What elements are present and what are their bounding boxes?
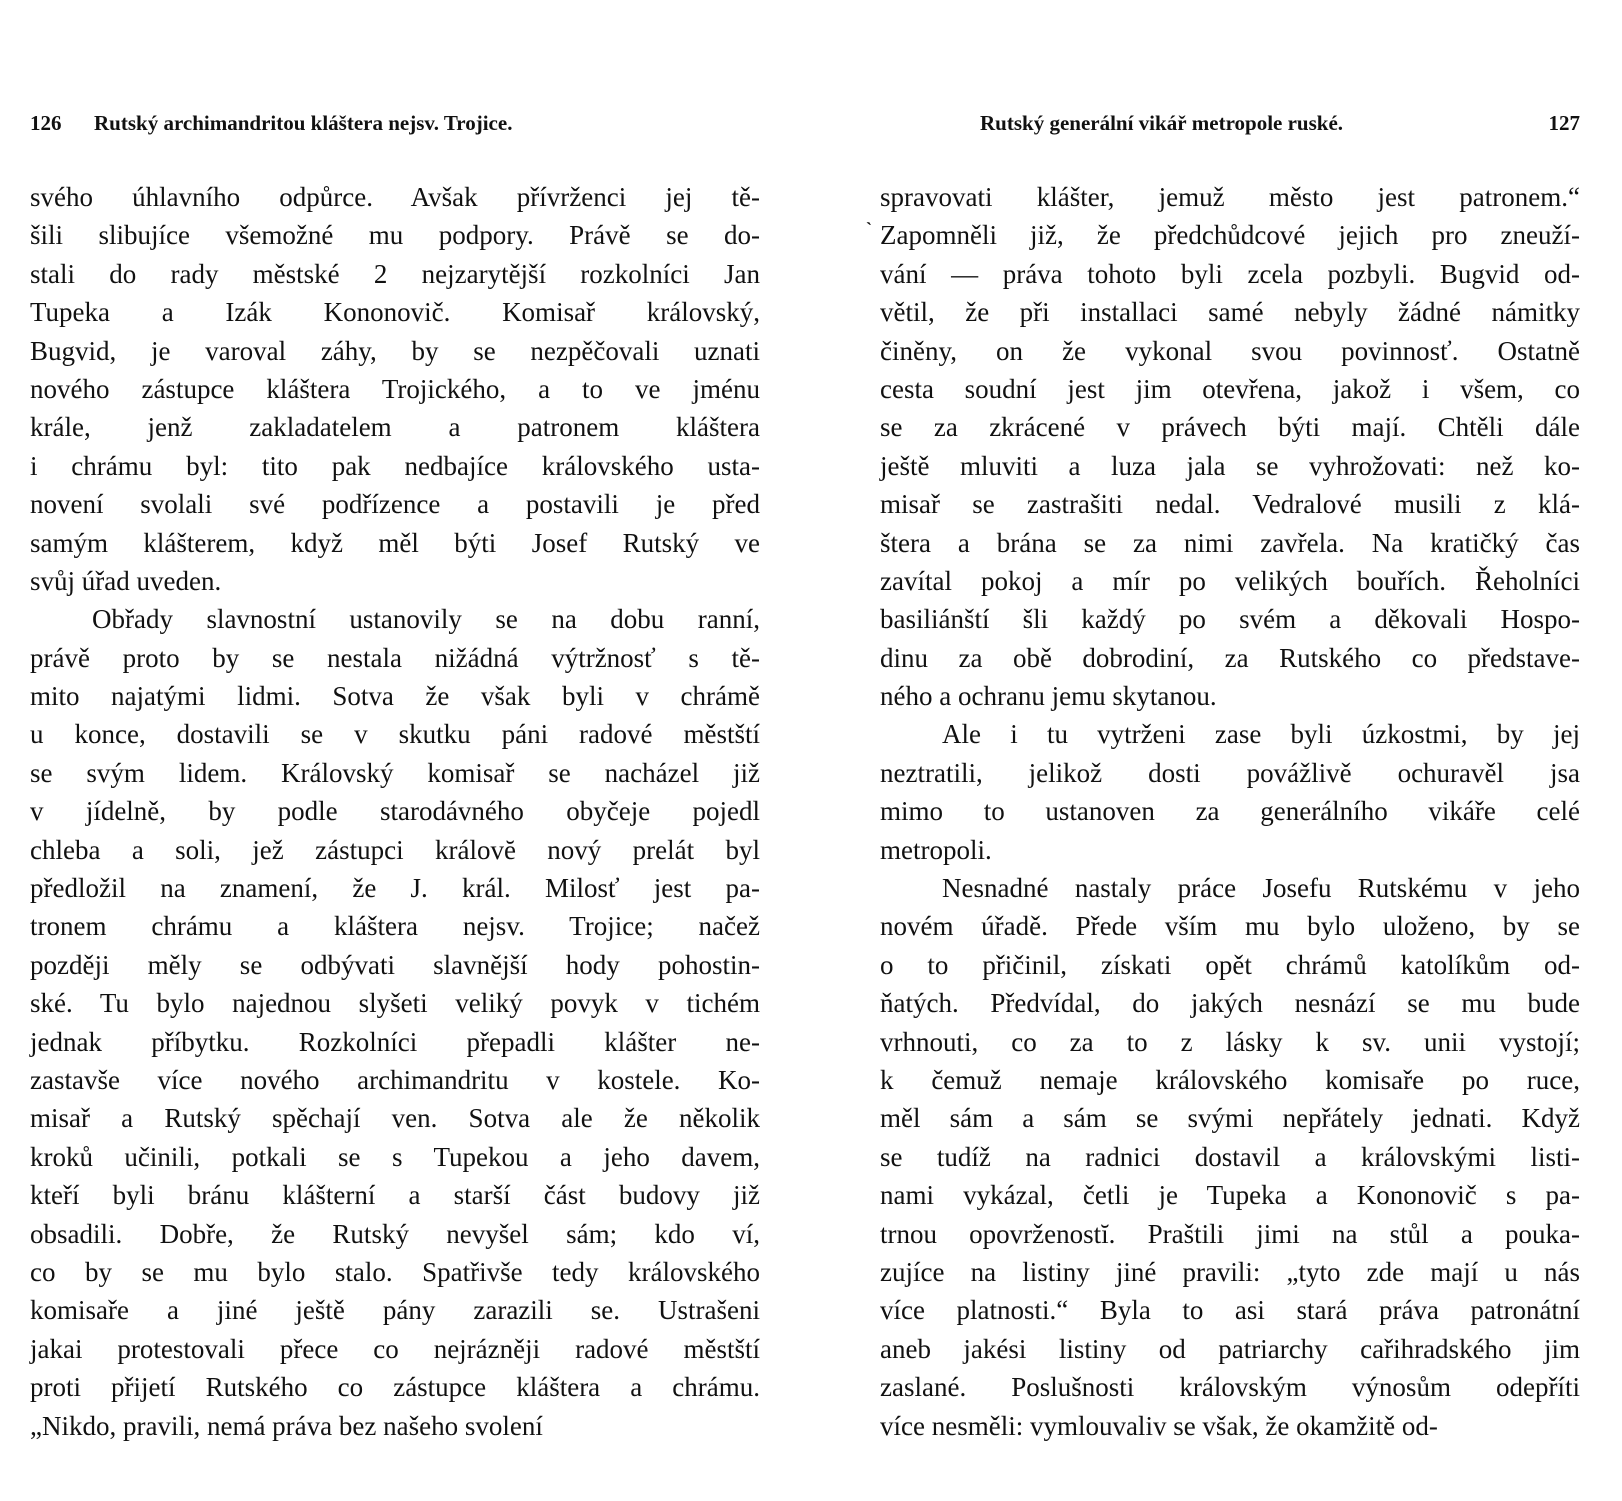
text-line: dinu za obě dobrodiní, za Rutského co představe-	[880, 642, 1580, 673]
text-line: nového zástupce kláštera Trojického, a to ve jménu	[30, 373, 760, 404]
text-line: cesta soudní jest jim otevřena, jakož i všem, co	[880, 373, 1580, 404]
text-line: Bugvid, je varoval záhy, by se nezpěčovali uznati	[30, 335, 760, 366]
text-line: tronem chrámu a kláštera nejsv. Trojice; načež	[30, 911, 760, 942]
right-running-title: Rutský generální vikář metropole ruské.	[980, 111, 1344, 135]
right-page-number: 127	[1548, 111, 1580, 135]
text-line: novení svolali své podřízence a postavili je před	[30, 489, 760, 520]
text-line: svůj úřad uveden.	[30, 565, 222, 596]
text-line: kteří byli bránu klášterní a starší část budovy již	[30, 1180, 760, 1211]
right-page	[866, 0, 1580, 1501]
text-line: štera a brána se za nimi zavřela. Na kratičký čas	[880, 527, 1580, 558]
text-line: mimo to ustanoven za generálního vikáře celé	[880, 796, 1580, 827]
text-line: zujíce na listiny jiné pravili: „tyto zde mají u nás	[880, 1256, 1580, 1287]
text-line: o to přičinil, získati opět chrámů katolíkům od-	[880, 949, 1580, 980]
text-line: se tudíž na radnici dostavil a královskými listi-	[880, 1141, 1580, 1172]
text-line: kroků učinili, potkali se s Tupekou a jeho davem,	[30, 1141, 760, 1172]
text-line: více nesměli: vymlouvaliv se však, že okamžitě od-	[880, 1410, 1438, 1441]
text-line: Tupeka a Izák Kononovič. Komisař královský,	[30, 297, 760, 328]
text-line: se za zkrácené v právech býti mají. Chtěli dále	[880, 412, 1580, 443]
margin-mark: `	[866, 219, 872, 239]
text-line: komisaře a jiné ještě pány zarazili se. Ustrašeni	[30, 1295, 760, 1326]
text-line: vrhnouti, co za to z lásky k sv. unii vystojí;	[880, 1026, 1580, 1057]
text-line: činěny, on že vykonal svou povinnosť. Ostatně	[880, 335, 1580, 366]
text-line: ské. Tu bylo najednou slyšeti veliký povyk v tichém	[30, 988, 760, 1019]
text-line: misař a Rutský spěchají ven. Sotva ale že několik	[30, 1103, 760, 1134]
text-line: ného a ochranu jemu skytanou.	[880, 681, 1217, 712]
text-line: misař se zastrašiti nedal. Vedralové musili z klá-	[880, 489, 1580, 520]
text-line: metropoli.	[880, 834, 992, 865]
text-line: aneb jakési listiny od patriarchy cařihradského jim	[880, 1333, 1580, 1364]
text-line: Ale i tu vytrženi zase byli úzkostmi, by jej	[942, 719, 1580, 750]
left-page	[30, 0, 760, 1501]
right-page-body	[880, 178, 1580, 1445]
left-page-body	[30, 178, 760, 1445]
text-line: basiliánští šli každý po svém a děkovali Hospo-	[880, 604, 1580, 635]
text-line: u konce, dostavili se v skutku páni radové městští	[30, 719, 760, 750]
text-line: i chrámu byl: tito pak nedbajíce královského usta-	[30, 450, 760, 481]
text-line: zastavše více nového archimandritu v kostele. Ko-	[30, 1064, 760, 1095]
text-line: neztratili, jelikož dosti povážlivě ochuravěl jsa	[880, 757, 1580, 788]
text-line: více platnosti.“ Byla to asi stará práva patronátní	[880, 1295, 1580, 1326]
left-page-number: 126	[30, 111, 62, 135]
text-line: vání — práva tohoto byli zcela pozbyli. Bugvid od-	[880, 258, 1580, 289]
text-line: proti přijetí Rutského co zástupce kláštera a chrámu.	[30, 1372, 760, 1403]
text-line: k čemuž nemaje královského komisaře po ruce,	[880, 1064, 1580, 1095]
text-line: spravovati klášter, jemuž město jest patronem.“	[880, 182, 1580, 212]
text-line: obsadili. Dobře, že Rutský nevyšel sám; kdo ví,	[30, 1218, 760, 1249]
text-line: ještě mluviti a luza jala se vyhrožovati: než ko-	[880, 450, 1580, 481]
text-line: jednak příbytku. Rozkolníci přepadli klášter ne-	[30, 1026, 760, 1057]
text-line: předložil na znamení, že J. král. Milosť jest pa-	[30, 873, 760, 904]
text-line: stali do rady městské 2 nejzarytější rozkolníci Jan	[30, 258, 760, 289]
text-line: krále, jenž zakladatelem a patronem kláštera	[30, 412, 760, 443]
text-line: samým klášterem, když měl býti Josef Rutský ve	[30, 527, 760, 558]
text-line: se svým lidem. Královský komisař se nacházel již	[30, 757, 760, 788]
text-line: nami vykázal, četli je Tupeka a Kononovič s pa-	[880, 1180, 1580, 1211]
text-line: měl sám a sám se svými nepřátely jednati. Když	[880, 1103, 1580, 1134]
text-line: trnou opovrženostĭ. Praštili jimi na stůl a pouka-	[880, 1218, 1580, 1249]
text-line: Nesnadné nastaly práce Josefu Rutskému v jeho	[942, 873, 1580, 904]
text-line: Obřady slavnostní ustanovily se na dobu ranní,	[92, 604, 760, 635]
text-line: chleba a soli, jež zástupci královĕ nový prelát byl	[30, 834, 760, 865]
text-line: „Nikdo, pravili, nemá práva bez našeho svolení	[30, 1410, 543, 1441]
text-line: později měly se odbývati slavnější hody pohostin-	[30, 949, 760, 980]
text-line: ňatých. Předvídal, do jakých nesnází se mu bude	[880, 988, 1580, 1019]
text-line: v jídelně, by podle starodávného obyčeje pojedl	[30, 796, 760, 827]
text-line: právě proto by se nestala nižádná výtržnosť s tě-	[30, 642, 760, 673]
left-page-header	[30, 111, 760, 141]
text-line: zaslané. Poslušnosti královským výnosům odepříti	[880, 1372, 1580, 1403]
text-line: mito najatými lidmi. Sotva že však byli v chrámě	[30, 681, 760, 712]
left-running-title: Rutský archimandritou kláštera nejsv. Trojice.	[94, 111, 513, 135]
text-line: co by se mu bylo stalo. Spatřivše tedy královského	[30, 1256, 760, 1287]
text-line: šili slibujíce všemožné mu podpory. Právě se do-	[30, 220, 760, 251]
text-line: novém úřadě. Přede vším mu bylo uloženo, by se	[880, 911, 1580, 942]
text-line: zavítal pokoj a mír po velikých bouřích. Řeholníci	[880, 565, 1580, 596]
text-line: větil, že při installaci samé nebyly žádné námitky	[880, 297, 1580, 328]
text-line: svého úhlavního odpůrce. Avšak přívrženci jej tě-	[30, 182, 760, 212]
text-line: Zapomněli již, že předchůdcové jejich pro zneuží-	[880, 220, 1580, 251]
text-line: jakai protestovali přece co nejrázněji radové městští	[30, 1333, 760, 1364]
